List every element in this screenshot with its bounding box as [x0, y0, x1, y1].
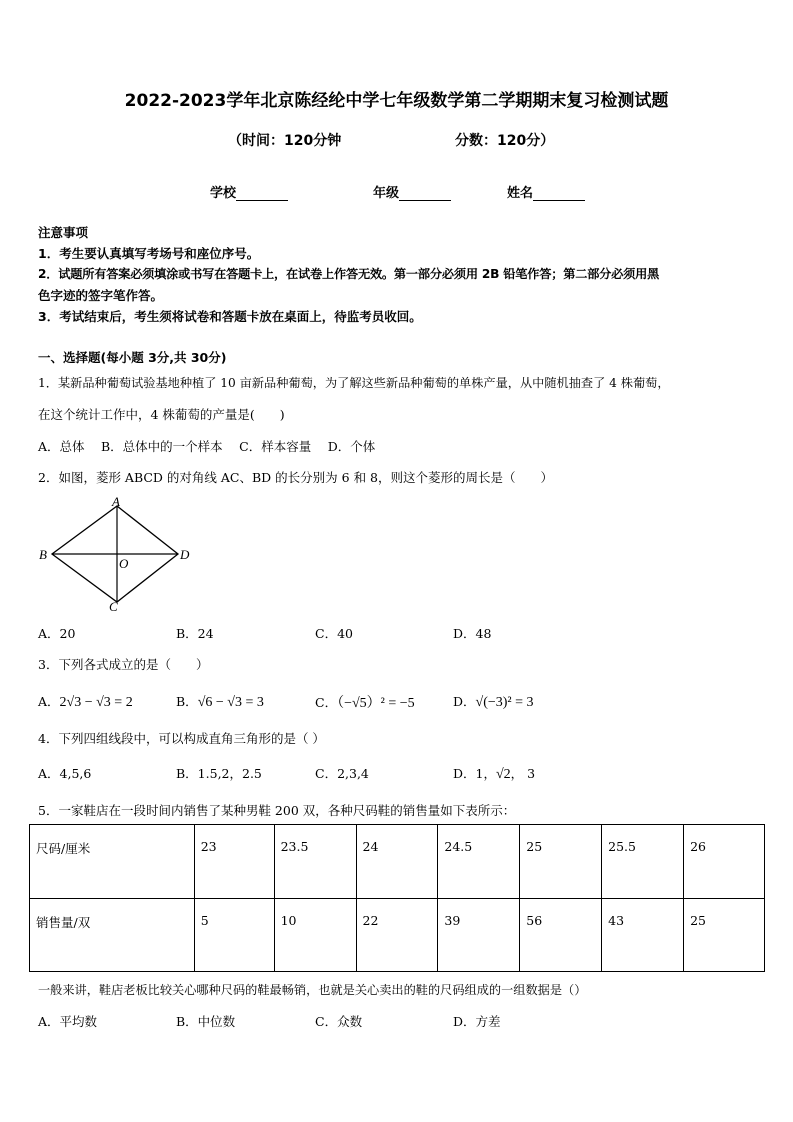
q5-option-a: A．平均数: [38, 1014, 98, 1029]
q5-followup: 一般来讲，鞋店老板比较关心哪种尺码的鞋最畅销，也就是关心卖出的鞋的尺码组成的一组数据是（）: [38, 983, 587, 997]
exam-time: （时间：120分钟: [228, 133, 342, 149]
vertex-label-a: A: [112, 494, 120, 509]
vertex-label-d: D: [180, 547, 190, 562]
table-cell: 尺码/厘米: [30, 825, 195, 899]
grade-field: [373, 182, 451, 201]
q2-stem: 2．如图，菱形 ABCD 的对角线 AC、BD 的长分别为 6 和 8，则这个菱形的周长是（ ）: [38, 470, 554, 485]
q5-option-b: B．中位数: [176, 1014, 236, 1029]
q3-stem: 3．下列各式成立的是（ ）: [38, 657, 209, 672]
table-cell: 23.5: [274, 825, 356, 899]
q3-option-d: [453, 692, 534, 711]
q3-option-b-prefix: B．: [176, 694, 198, 709]
vertex-label-b: B: [39, 547, 47, 562]
q1-stem-line2: 在这个统计工作中，4 株葡萄的产量是( ): [38, 407, 285, 422]
q3-option-a-prefix: A．: [38, 694, 60, 709]
q4-option-d-root: √2: [495, 767, 511, 782]
table-cell: 5: [194, 898, 274, 972]
q4-option-d-suffix: ， 3: [510, 766, 536, 781]
q5-option-c: C．众数: [315, 1014, 363, 1029]
school-blank: [236, 187, 288, 201]
table-cell: 23: [194, 825, 274, 899]
rhombus-figure: [36, 494, 236, 614]
table-cell: 56: [520, 898, 602, 972]
notice-heading: 注意事项: [38, 225, 89, 240]
q3-option-c: [315, 692, 415, 712]
table-cell: 24: [356, 825, 438, 899]
table-cell: 39: [438, 898, 520, 972]
table-cell: 22: [356, 898, 438, 972]
table-cell: 26: [684, 825, 765, 899]
notice-line-2b: 色字迹的签字笔作答。: [38, 288, 164, 303]
table-row-sales: [30, 898, 765, 972]
q4-option-b: B．1.5,2，2.5: [176, 766, 262, 781]
table-cell: 25.5: [602, 825, 684, 899]
table-cell: 25: [684, 898, 765, 972]
center-label-o: O: [119, 556, 129, 571]
grade-blank: [399, 187, 451, 201]
q1-options: A．总体 B．总体中的一个样本 C．样本容量 D．个体: [38, 439, 376, 454]
table-cell: 43: [602, 898, 684, 972]
q1-stem-line1: 1．某新品种葡萄试验基地种植了 10 亩新品种葡萄，为了解这些新品种葡萄的单株产量，从中随机抽查了 4 株葡萄，: [38, 376, 670, 390]
vertex-label-c: C: [109, 599, 118, 614]
table-row-size: [30, 825, 765, 899]
q2-option-d: D．48: [453, 626, 492, 641]
q2-option-c: C．40: [315, 626, 353, 641]
notice-line-3: 3．考试结束后，考生须将试卷和答题卡放在桌面上，待监考员收回。: [38, 309, 422, 324]
q2-option-a: A．20: [38, 626, 76, 641]
school-field: [210, 182, 288, 201]
q5-stem: 5．一家鞋店在一段时间内销售了某种男鞋 200 双，各种尺码鞋的销售量如下表所示：: [38, 803, 516, 818]
name-label: 姓名: [507, 186, 534, 201]
q3-option-b-expr: √6 − √3 = 3: [197, 695, 264, 710]
q4-option-a: A．4,5,6: [38, 766, 92, 781]
table-cell: 24.5: [438, 825, 520, 899]
table-cell: 25: [520, 825, 602, 899]
q2-option-b: B．24: [176, 626, 214, 641]
q3-option-c-expr: （−√5）² = −5: [337, 696, 415, 711]
q3-option-b: [176, 692, 264, 711]
q4-option-c: C．2,3,4: [315, 766, 369, 781]
section-heading: 一、选择题(每小题 3分,共 30分): [38, 350, 227, 365]
notice-line-1: 1．考生要认真填写考场号和座位序号。: [38, 246, 260, 261]
table-cell: 销售量/双: [30, 898, 195, 972]
q3-option-d-prefix: D．: [453, 694, 476, 709]
name-blank: [533, 187, 585, 201]
table-cell: 10: [274, 898, 356, 972]
notice-line-2a: 2．试题所有答案必须填涂或书写在答题卡上，在试卷上作答无效。第一部分必须用 2B 铅笔作答；第二部分必须用黑: [38, 267, 660, 281]
q4-option-d-prefix: D．1，: [453, 766, 496, 781]
school-label: 学校: [210, 186, 237, 201]
q4-option-d: [453, 764, 535, 783]
q3-option-a: [38, 692, 133, 711]
q3-option-d-expr: √(−3)² = 3: [475, 695, 534, 710]
shoe-size-table: [29, 824, 765, 972]
q4-stem: 4．下列四组线段中，可以构成直角三角形的是（ ）: [38, 731, 325, 746]
name-field: [507, 182, 585, 201]
grade-label: 年级: [373, 186, 400, 201]
page-title: 2022-2023学年北京陈经纶中学七年级数学第二学期期末复习检测试题: [124, 91, 669, 111]
q3-option-a-expr: 2√3 − √3 = 2: [59, 695, 133, 710]
q5-option-d: D．方差: [453, 1014, 501, 1029]
exam-score: 分数：120分）: [455, 133, 555, 149]
q3-option-c-prefix: C．: [315, 695, 338, 710]
